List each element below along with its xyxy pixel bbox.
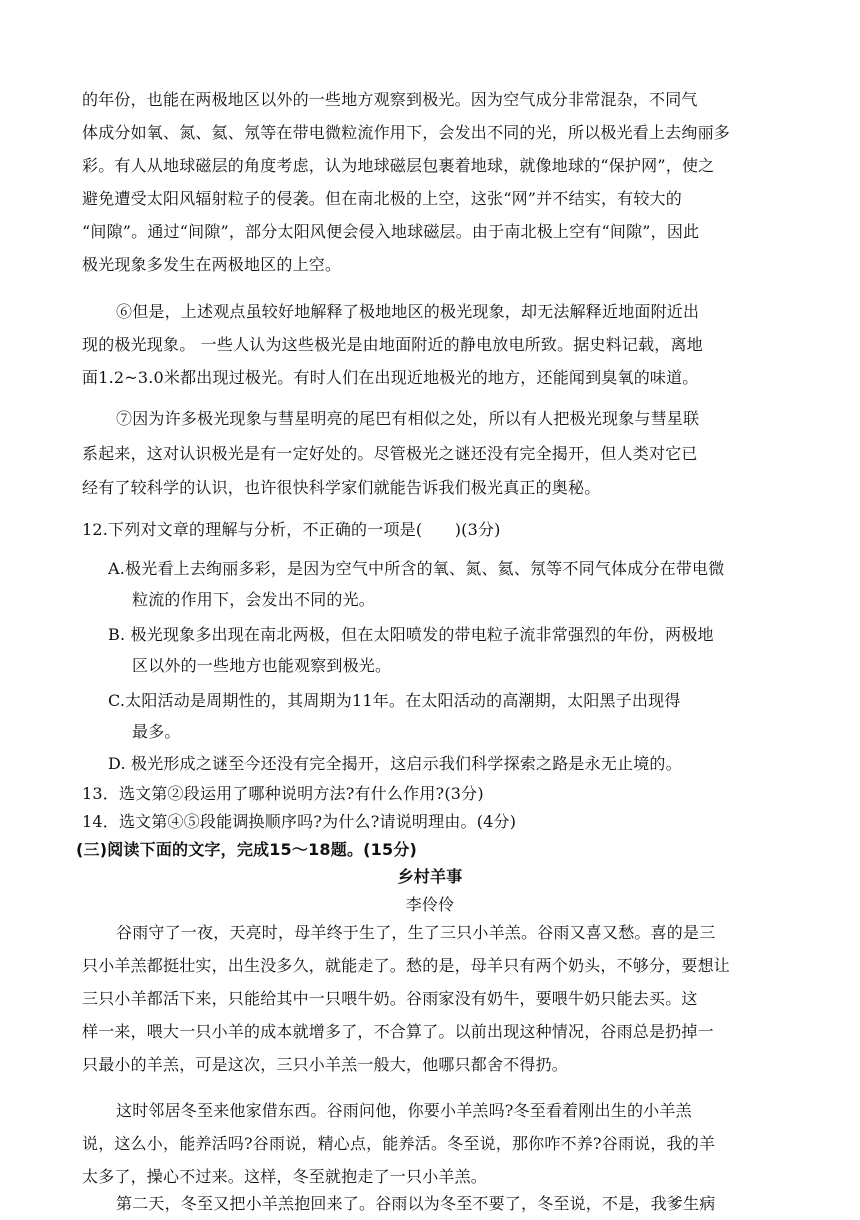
- story-line: 谷雨守了一夜，天亮时，母羊终于生了，生了三只小羊羔。谷雨又喜又愁。喜的是三: [116, 923, 716, 942]
- question-12-option-b-cont: 区以外的一些地方也能观察到极光。: [132, 656, 392, 675]
- question-12-option-c: C.太阳活动是周期性的，其周期为11年。在太阳活动的高潮期，太阳黑子出现得: [108, 691, 681, 710]
- story-line: 样一来，喂大一只小羊的成本就增多了，不合算了。以前出现这种情况，谷雨总是扔掉一: [82, 1022, 714, 1041]
- passage-line: 彩。有人从地球磁层的角度考虑，认为地球磁层包裹着地球，就像地球的“保护网”，使之: [82, 156, 715, 175]
- question-12-option-a: A.极光看上去绚丽多彩，是因为空气中所含的氧、氮、氦、氖等不同气体成分在带电微: [108, 559, 725, 578]
- question-12: 12.下列对文章的理解与分析，不正确的一项是( )(3分): [82, 520, 501, 539]
- question-14: 14．选文第④⑤段能调换顺序吗?为什么?请说明理由。(4分): [82, 812, 517, 831]
- paragraph-7-line: ⑦因为许多极光现象与彗星明亮的尾巴有相似之处，所以有人把极光现象与彗星联: [116, 409, 700, 428]
- paragraph-6-line: 面1.2~3.0米都出现过极光。有时人们在出现近地极光的地方，还能闻到臭氧的味道。: [82, 368, 699, 387]
- story-line: 太多了，操心不过来。这样，冬至就抱走了一只小羊羔。: [82, 1167, 488, 1186]
- passage-line: 体成分如氧、氮、氦、氖等在带电微粒流作用下，会发出不同的光，所以极光看上去绚丽多: [82, 123, 731, 142]
- passage-line: 避免遭受太阳风辐射粒子的侵袭。但在南北极的上空，这张“网”并不结实，有较大的: [82, 189, 682, 208]
- passage-line: 极光现象多发生在两极地区的上空。: [82, 255, 342, 274]
- story-line: 说，这么小，能养活吗?谷雨说，精心点，能养活。冬至说，那你咋不养?谷雨说，我的羊: [82, 1134, 716, 1153]
- passage-line: 的年份，也能在两极地区以外的一些地方观察到极光。因为空气成分非常混杂，不同气: [82, 90, 698, 109]
- story-line: 只小羊羔都挺壮实，出生没多久，就能走了。愁的是，母羊只有两个奶头，不够分，要想让: [82, 956, 731, 975]
- paragraph-7-line: 经有了较科学的认识，也许很快科学家们就能告诉我们极光真正的奥秘。: [82, 478, 601, 497]
- story-line: 这时邻居冬至来他家借东西。谷雨问他，你要小羊羔吗?冬至看着刚出生的小羊羔: [116, 1101, 692, 1120]
- passage-line: “间隙”。通过“间隙”，部分太阳风便会侵入地球磁层。由于南北极上空有“间隙”，因此: [82, 222, 700, 241]
- question-12-option-d: D. 极光形成之谜至今还没有完全揭开，这启示我们科学探索之路是永无止境的。: [108, 754, 682, 773]
- question-12-option-b: B. 极光现象多出现在南北两极，但在太阳喷发的带电粒子流非常强烈的年份，两极地: [108, 625, 714, 644]
- paragraph-6-line: 现的极光现象。 一些人认为这些极光是由地面附近的静电放电所致。据史料记载，离地: [82, 335, 703, 354]
- story-line: 第二天，冬至又把小羊羔抱回来了。谷雨以为冬至不要了，冬至说，不是，我爹生病: [116, 1194, 716, 1213]
- question-13: 13．选文第②段运用了哪种说明方法?有什么作用?(3分): [82, 784, 484, 803]
- story-author: 李伶伶: [405, 895, 455, 914]
- paragraph-7-line: 系起来，这对认识极光是有一定好处的。尽管极光之谜还没有完全揭开，但人类对它已: [82, 444, 698, 463]
- story-line: 三只小羊都活下来，只能给其中一只喂牛奶。谷雨家没有奶牛，要喂牛奶只能去买。这: [82, 989, 698, 1008]
- question-12-option-c-cont: 最多。: [132, 722, 181, 741]
- story-line: 只最小的羊羔，可是这次，三只小羊羔一般大，他哪只都舍不得扔。: [82, 1055, 569, 1074]
- story-title: 乡村羊事: [397, 867, 463, 886]
- section-heading: (三)阅读下面的文字，完成15～18题。(15分): [76, 840, 418, 859]
- question-12-option-a-cont: 粒流的作用下，会发出不同的光。: [132, 590, 376, 609]
- paragraph-6-line: ⑥但是，上述观点虽较好地解释了极地地区的极光现象，却无法解释近地面附近出: [116, 302, 700, 321]
